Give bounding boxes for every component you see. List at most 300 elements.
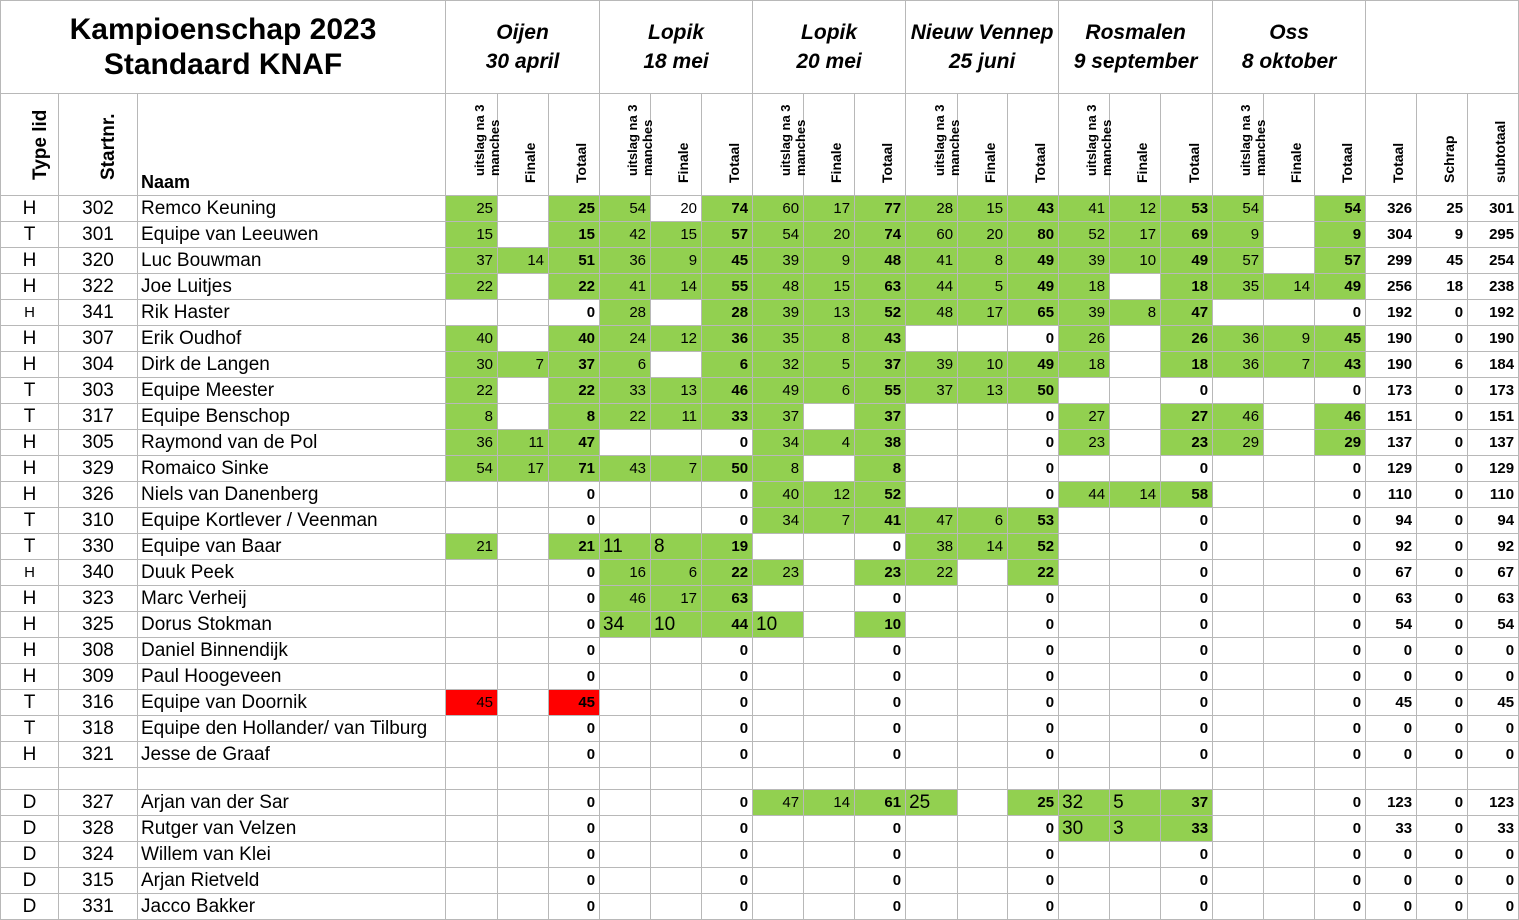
totaal-event-cell: 0 bbox=[1161, 894, 1213, 920]
uitslag-cell: 41 bbox=[906, 248, 958, 274]
finale-cell: 12 bbox=[1110, 196, 1161, 222]
totaal-event-cell: 0 bbox=[1315, 894, 1366, 920]
finale-cell bbox=[958, 482, 1008, 508]
finale-cell: 6 bbox=[804, 378, 855, 404]
totaal-event-cell: 0 bbox=[702, 894, 753, 920]
totaal-event-cell: 0 bbox=[1161, 638, 1213, 664]
type-lid-cell: D bbox=[1, 868, 59, 894]
table-row bbox=[1, 664, 1519, 690]
finale-cell bbox=[498, 534, 549, 560]
separator-cell bbox=[1008, 768, 1059, 790]
finale-cell bbox=[651, 842, 702, 868]
subtotaal-cell: 0 bbox=[1468, 716, 1519, 742]
totaal-event-cell: 0 bbox=[1161, 612, 1213, 638]
finale-cell bbox=[804, 664, 855, 690]
uitslag-cell bbox=[1213, 894, 1264, 920]
separator-cell bbox=[1161, 768, 1213, 790]
totaal-event-cell: 0 bbox=[1315, 612, 1366, 638]
finale-cell: 17 bbox=[804, 196, 855, 222]
totaal-event-cell: 0 bbox=[702, 690, 753, 716]
separator-cell bbox=[138, 768, 446, 790]
type-lid-cell: H bbox=[1, 300, 59, 326]
uitslag-cell bbox=[906, 716, 958, 742]
finale-cell bbox=[651, 868, 702, 894]
totaal-event-cell: 44 bbox=[702, 612, 753, 638]
naam-cell: Joe Luitjes bbox=[138, 274, 446, 300]
finale-cell bbox=[1110, 690, 1161, 716]
finale-cell bbox=[651, 508, 702, 534]
uitslag-cell bbox=[600, 508, 651, 534]
finale-cell bbox=[804, 816, 855, 842]
totaal-event-cell: 22 bbox=[702, 560, 753, 586]
totaal-event-cell: 0 bbox=[702, 816, 753, 842]
uitslag-cell: 57 bbox=[1213, 248, 1264, 274]
finale-cell bbox=[1264, 222, 1315, 248]
uitslag-cell bbox=[906, 842, 958, 868]
uitslag-cell: 30 bbox=[446, 352, 498, 378]
uitslag-cell bbox=[446, 638, 498, 664]
table-row bbox=[1, 222, 1519, 248]
uitslag-cell: 44 bbox=[906, 274, 958, 300]
finale-cell bbox=[1264, 586, 1315, 612]
finale-cell bbox=[498, 508, 549, 534]
uitslag-cell bbox=[1059, 612, 1110, 638]
uitslag-header-oss: uitslag na 3 manches bbox=[1213, 94, 1264, 196]
uitslag-cell bbox=[906, 894, 958, 920]
finale-cell: 10 bbox=[651, 612, 702, 638]
event-header-nieuw-vennep bbox=[906, 1, 1059, 94]
totaal-event-cell: 0 bbox=[1315, 508, 1366, 534]
finale-cell: 15 bbox=[958, 196, 1008, 222]
totaal-event-cell: 37 bbox=[549, 352, 600, 378]
subtotaal-cell: 0 bbox=[1468, 742, 1519, 768]
uitslag-cell bbox=[600, 430, 651, 456]
totaal-event-cell: 0 bbox=[1315, 816, 1366, 842]
summary-header-blank bbox=[1366, 1, 1519, 94]
finale-cell: 6 bbox=[651, 560, 702, 586]
totaal-event-cell: 45 bbox=[1315, 326, 1366, 352]
totaal-event-cell: 49 bbox=[1008, 274, 1059, 300]
uitslag-cell bbox=[1213, 638, 1264, 664]
uitslag-cell: 37 bbox=[446, 248, 498, 274]
subtotaal-cell: 92 bbox=[1468, 534, 1519, 560]
naam-cell: Niels van Danenberg bbox=[138, 482, 446, 508]
totaal-cell: 0 bbox=[1366, 894, 1417, 920]
uitslag-cell: 9 bbox=[1213, 222, 1264, 248]
naam-cell: Equipe van Doornik bbox=[138, 690, 446, 716]
uitslag-cell: 25 bbox=[446, 196, 498, 222]
uitslag-cell bbox=[446, 790, 498, 816]
uitslag-cell bbox=[446, 560, 498, 586]
totaal-event-cell: 0 bbox=[549, 482, 600, 508]
totaal-event-cell: 33 bbox=[1161, 816, 1213, 842]
type-lid-cell: D bbox=[1, 816, 59, 842]
uitslag-cell bbox=[1213, 664, 1264, 690]
totaal-cell: 326 bbox=[1366, 196, 1417, 222]
finale-cell bbox=[958, 638, 1008, 664]
event-place: Oss bbox=[1269, 21, 1309, 44]
totaal-event-cell: 18 bbox=[1161, 274, 1213, 300]
separator-cell bbox=[446, 768, 498, 790]
table-row bbox=[1, 586, 1519, 612]
table-row bbox=[1, 326, 1519, 352]
totaal-event-cell: 0 bbox=[549, 816, 600, 842]
uitslag-cell: 39 bbox=[753, 248, 804, 274]
uitslag-cell: 16 bbox=[600, 560, 651, 586]
finale-cell: 10 bbox=[958, 352, 1008, 378]
uitslag-cell: 35 bbox=[753, 326, 804, 352]
schrap-cell: 0 bbox=[1417, 790, 1468, 816]
table-row bbox=[1, 508, 1519, 534]
finale-cell: 4 bbox=[804, 430, 855, 456]
finale-header-oijen: Finale bbox=[498, 94, 549, 196]
uitslag-cell bbox=[446, 716, 498, 742]
uitslag-cell bbox=[446, 482, 498, 508]
event-place: Lopik bbox=[648, 21, 705, 44]
totaal-event-cell: 9 bbox=[1315, 222, 1366, 248]
totaal-event-cell: 25 bbox=[1008, 790, 1059, 816]
finale-cell: 8 bbox=[958, 248, 1008, 274]
finale-cell bbox=[958, 612, 1008, 638]
uitslag-cell: 35 bbox=[1213, 274, 1264, 300]
uitslag-cell bbox=[1059, 716, 1110, 742]
totaal-event-cell: 0 bbox=[1161, 842, 1213, 868]
finale-cell bbox=[651, 742, 702, 768]
uitslag-cell: 8 bbox=[753, 456, 804, 482]
subtotaal-cell: 190 bbox=[1468, 326, 1519, 352]
uitslag-cell bbox=[1213, 560, 1264, 586]
uitslag-cell: 25 bbox=[906, 790, 958, 816]
totaal-event-cell: 8 bbox=[549, 404, 600, 430]
separator-cell bbox=[1264, 768, 1315, 790]
totaal-event-cell: 71 bbox=[549, 456, 600, 482]
naam-cell: Erik Oudhof bbox=[138, 326, 446, 352]
totaal-event-cell: 0 bbox=[1315, 534, 1366, 560]
totaal-event-cell: 0 bbox=[549, 716, 600, 742]
totaal-event-cell: 49 bbox=[1161, 248, 1213, 274]
finale-cell: 17 bbox=[958, 300, 1008, 326]
uitslag-cell bbox=[600, 842, 651, 868]
finale-cell: 14 bbox=[804, 790, 855, 816]
uitslag-cell: 39 bbox=[1059, 300, 1110, 326]
naam-cell: Remco Keuning bbox=[138, 196, 446, 222]
uitslag-cell bbox=[446, 508, 498, 534]
finale-cell bbox=[1110, 404, 1161, 430]
totaal-event-cell: 8 bbox=[855, 456, 906, 482]
startnr-cell: 315 bbox=[59, 868, 138, 894]
totaal-event-cell: 63 bbox=[855, 274, 906, 300]
finale-cell bbox=[1264, 534, 1315, 560]
finale-cell bbox=[498, 638, 549, 664]
finale-cell bbox=[958, 664, 1008, 690]
table-row bbox=[1, 430, 1519, 456]
separator-cell bbox=[702, 768, 753, 790]
separator-cell bbox=[1468, 768, 1519, 790]
finale-cell: 7 bbox=[498, 352, 549, 378]
totaal-cell: 33 bbox=[1366, 816, 1417, 842]
finale-cell: 5 bbox=[1110, 790, 1161, 816]
totaal-cell: 151 bbox=[1366, 404, 1417, 430]
finale-cell bbox=[1110, 378, 1161, 404]
uitslag-cell: 39 bbox=[753, 300, 804, 326]
finale-cell bbox=[651, 638, 702, 664]
uitslag-cell bbox=[600, 482, 651, 508]
schrap-cell: 9 bbox=[1417, 222, 1468, 248]
uitslag-cell bbox=[1059, 664, 1110, 690]
uitslag-cell: 54 bbox=[753, 222, 804, 248]
schrap-cell: 0 bbox=[1417, 508, 1468, 534]
totaal-event-cell: 0 bbox=[549, 300, 600, 326]
uitslag-cell: 54 bbox=[446, 456, 498, 482]
totaal-event-cell: 0 bbox=[549, 586, 600, 612]
finale-cell: 20 bbox=[651, 196, 702, 222]
totaal-event-cell: 52 bbox=[855, 300, 906, 326]
totaal-event-cell: 0 bbox=[1008, 404, 1059, 430]
startnr-cell: 341 bbox=[59, 300, 138, 326]
uitslag-cell: 45 bbox=[446, 690, 498, 716]
schrap-cell: 0 bbox=[1417, 894, 1468, 920]
uitslag-cell bbox=[1059, 560, 1110, 586]
finale-cell: 3 bbox=[1110, 816, 1161, 842]
finale-cell bbox=[804, 560, 855, 586]
startnr-cell: 317 bbox=[59, 404, 138, 430]
uitslag-cell: 15 bbox=[446, 222, 498, 248]
table-row bbox=[1, 300, 1519, 326]
uitslag-cell bbox=[1213, 482, 1264, 508]
finale-cell: 9 bbox=[804, 248, 855, 274]
separator-cell bbox=[1110, 768, 1161, 790]
separator-cell bbox=[600, 768, 651, 790]
finale-cell: 8 bbox=[804, 326, 855, 352]
totaal-cell: 45 bbox=[1366, 690, 1417, 716]
totaal-event-cell: 0 bbox=[702, 482, 753, 508]
totaal-event-cell: 48 bbox=[855, 248, 906, 274]
startnr-cell: 304 bbox=[59, 352, 138, 378]
table-row bbox=[1, 690, 1519, 716]
finale-cell bbox=[498, 790, 549, 816]
uitslag-cell bbox=[753, 742, 804, 768]
schrap-cell: 6 bbox=[1417, 352, 1468, 378]
subtotaal-cell: 238 bbox=[1468, 274, 1519, 300]
finale-cell bbox=[651, 430, 702, 456]
uitslag-cell bbox=[753, 816, 804, 842]
finale-cell bbox=[958, 816, 1008, 842]
type-lid-cell: H bbox=[1, 560, 59, 586]
totaal-event-cell: 0 bbox=[1008, 612, 1059, 638]
type-lid-cell: H bbox=[1, 352, 59, 378]
finale-cell bbox=[804, 638, 855, 664]
naam-cell: Equipe van Leeuwen bbox=[138, 222, 446, 248]
finale-cell bbox=[958, 326, 1008, 352]
uitslag-cell bbox=[600, 816, 651, 842]
finale-cell: 14 bbox=[1264, 274, 1315, 300]
totaal-cell: 190 bbox=[1366, 352, 1417, 378]
type-lid-cell: H bbox=[1, 248, 59, 274]
finale-cell: 8 bbox=[651, 534, 702, 560]
finale-cell bbox=[804, 404, 855, 430]
totaal-event-cell: 0 bbox=[1008, 430, 1059, 456]
finale-cell: 12 bbox=[651, 326, 702, 352]
totaal-event-cell: 0 bbox=[855, 586, 906, 612]
type-lid-cell: H bbox=[1, 612, 59, 638]
subtotaal-cell: 67 bbox=[1468, 560, 1519, 586]
subtotaal-cell: 173 bbox=[1468, 378, 1519, 404]
finale-cell: 5 bbox=[958, 274, 1008, 300]
uitslag-cell bbox=[906, 326, 958, 352]
finale-cell bbox=[1110, 586, 1161, 612]
uitslag-cell bbox=[906, 586, 958, 612]
finale-cell bbox=[1264, 842, 1315, 868]
separator-row bbox=[1, 768, 1519, 790]
totaal-event-cell: 0 bbox=[855, 716, 906, 742]
uitslag-cell bbox=[906, 404, 958, 430]
schrap-cell: 45 bbox=[1417, 248, 1468, 274]
totaal-event-cell: 0 bbox=[1161, 378, 1213, 404]
totaal-event-cell: 0 bbox=[702, 638, 753, 664]
naam-cell: Equipe den Hollander/ van Tilburg bbox=[138, 716, 446, 742]
totaal-event-cell: 0 bbox=[1161, 664, 1213, 690]
uitslag-cell: 29 bbox=[1213, 430, 1264, 456]
uitslag-header-rosmalen: uitslag na 3 manches bbox=[1059, 94, 1110, 196]
subtotaal-cell: 0 bbox=[1468, 638, 1519, 664]
totaal-header-lopik-18-mei: Totaal bbox=[702, 94, 753, 196]
uitslag-cell: 43 bbox=[600, 456, 651, 482]
uitslag-cell bbox=[446, 742, 498, 768]
uitslag-cell bbox=[906, 612, 958, 638]
uitslag-cell bbox=[1213, 868, 1264, 894]
event-place: Lopik bbox=[801, 21, 858, 44]
finale-cell bbox=[1110, 456, 1161, 482]
uitslag-cell: 33 bbox=[600, 378, 651, 404]
uitslag-cell bbox=[753, 586, 804, 612]
uitslag-cell: 42 bbox=[600, 222, 651, 248]
totaal-event-cell: 0 bbox=[1008, 326, 1059, 352]
finale-cell bbox=[1110, 612, 1161, 638]
column-header-row bbox=[1, 94, 1519, 196]
totaal-event-cell: 0 bbox=[702, 842, 753, 868]
totaal-event-cell: 23 bbox=[855, 560, 906, 586]
totaal-event-cell: 0 bbox=[549, 894, 600, 920]
naam-cell: Equipe van Baar bbox=[138, 534, 446, 560]
naam-cell: Arjan van der Sar bbox=[138, 790, 446, 816]
uitslag-cell: 6 bbox=[600, 352, 651, 378]
finale-cell: 13 bbox=[958, 378, 1008, 404]
finale-cell bbox=[1264, 482, 1315, 508]
event-date: 9 september bbox=[1073, 50, 1198, 73]
finale-cell: 13 bbox=[651, 378, 702, 404]
finale-cell bbox=[1110, 842, 1161, 868]
finale-cell bbox=[1264, 638, 1315, 664]
finale-cell bbox=[804, 842, 855, 868]
finale-cell bbox=[1264, 868, 1315, 894]
table-row bbox=[1, 842, 1519, 868]
uitslag-cell: 18 bbox=[1059, 352, 1110, 378]
type-lid-cell: H bbox=[1, 638, 59, 664]
startnr-cell: 329 bbox=[59, 456, 138, 482]
totaal-event-cell: 0 bbox=[702, 430, 753, 456]
totaal-event-cell: 23 bbox=[1161, 430, 1213, 456]
finale-cell bbox=[1264, 716, 1315, 742]
subtotaal-cell: 123 bbox=[1468, 790, 1519, 816]
uitslag-cell: 21 bbox=[446, 534, 498, 560]
totaal-cell: 92 bbox=[1366, 534, 1417, 560]
event-header-lopik-20-mei bbox=[753, 1, 906, 94]
finale-cell: 10 bbox=[1110, 248, 1161, 274]
naam-cell: Jesse de Graaf bbox=[138, 742, 446, 768]
totaal-event-cell: 0 bbox=[1008, 894, 1059, 920]
totaal-event-cell: 18 bbox=[1161, 352, 1213, 378]
totaal-event-cell: 0 bbox=[1161, 508, 1213, 534]
type-lid-cell: D bbox=[1, 842, 59, 868]
type-lid-cell: H bbox=[1, 664, 59, 690]
finale-cell bbox=[1264, 664, 1315, 690]
uitslag-cell bbox=[446, 300, 498, 326]
uitslag-cell bbox=[1059, 508, 1110, 534]
totaal-event-cell: 0 bbox=[1161, 586, 1213, 612]
totaal-event-cell: 0 bbox=[1008, 664, 1059, 690]
separator-cell bbox=[855, 768, 906, 790]
totaal-event-cell: 55 bbox=[855, 378, 906, 404]
subtotaal-cell: 33 bbox=[1468, 816, 1519, 842]
startnr-cell: 307 bbox=[59, 326, 138, 352]
schrap-cell: 0 bbox=[1417, 326, 1468, 352]
totaal-event-cell: 27 bbox=[1161, 404, 1213, 430]
uitslag-cell: 49 bbox=[753, 378, 804, 404]
uitslag-cell: 32 bbox=[753, 352, 804, 378]
type-lid-cell: D bbox=[1, 790, 59, 816]
totaal-event-cell: 25 bbox=[549, 196, 600, 222]
finale-cell: 7 bbox=[651, 456, 702, 482]
event-date: 30 april bbox=[485, 50, 560, 73]
naam-cell: Luc Bouwman bbox=[138, 248, 446, 274]
totaal-event-cell: 38 bbox=[855, 430, 906, 456]
totaal-event-cell: 0 bbox=[1161, 560, 1213, 586]
naam-cell: Dorus Stokman bbox=[138, 612, 446, 638]
finale-cell bbox=[1264, 404, 1315, 430]
uitslag-header-lopik-20-mei: uitslag na 3 manches bbox=[753, 94, 804, 196]
finale-cell bbox=[1264, 300, 1315, 326]
uitslag-header-lopik-18-mei: uitslag na 3 manches bbox=[600, 94, 651, 196]
totaal-event-cell: 0 bbox=[855, 664, 906, 690]
totaal-cell: 54 bbox=[1366, 612, 1417, 638]
uitslag-cell: 40 bbox=[446, 326, 498, 352]
table-row bbox=[1, 196, 1519, 222]
uitslag-cell bbox=[600, 716, 651, 742]
finale-cell bbox=[1264, 508, 1315, 534]
uitslag-cell bbox=[600, 868, 651, 894]
totaal-event-cell: 22 bbox=[1008, 560, 1059, 586]
totaal-event-cell: 0 bbox=[549, 508, 600, 534]
schrap-cell: 0 bbox=[1417, 404, 1468, 430]
type-lid-cell: H bbox=[1, 482, 59, 508]
totaal-event-cell: 0 bbox=[1161, 716, 1213, 742]
type-lid-cell: H bbox=[1, 586, 59, 612]
startnr-cell: 325 bbox=[59, 612, 138, 638]
finale-cell bbox=[498, 868, 549, 894]
totaal-event-cell: 0 bbox=[549, 560, 600, 586]
totaal-event-cell: 0 bbox=[702, 790, 753, 816]
schrap-cell: 0 bbox=[1417, 456, 1468, 482]
uitslag-cell bbox=[753, 534, 804, 560]
finale-cell bbox=[958, 586, 1008, 612]
type-lid-cell: T bbox=[1, 690, 59, 716]
separator-cell bbox=[1213, 768, 1264, 790]
totaal-event-cell: 21 bbox=[549, 534, 600, 560]
totaal-header-nieuw-vennep: Totaal bbox=[1008, 94, 1059, 196]
totaal-event-cell: 0 bbox=[1008, 742, 1059, 768]
finale-cell: 14 bbox=[958, 534, 1008, 560]
finale-cell bbox=[958, 690, 1008, 716]
